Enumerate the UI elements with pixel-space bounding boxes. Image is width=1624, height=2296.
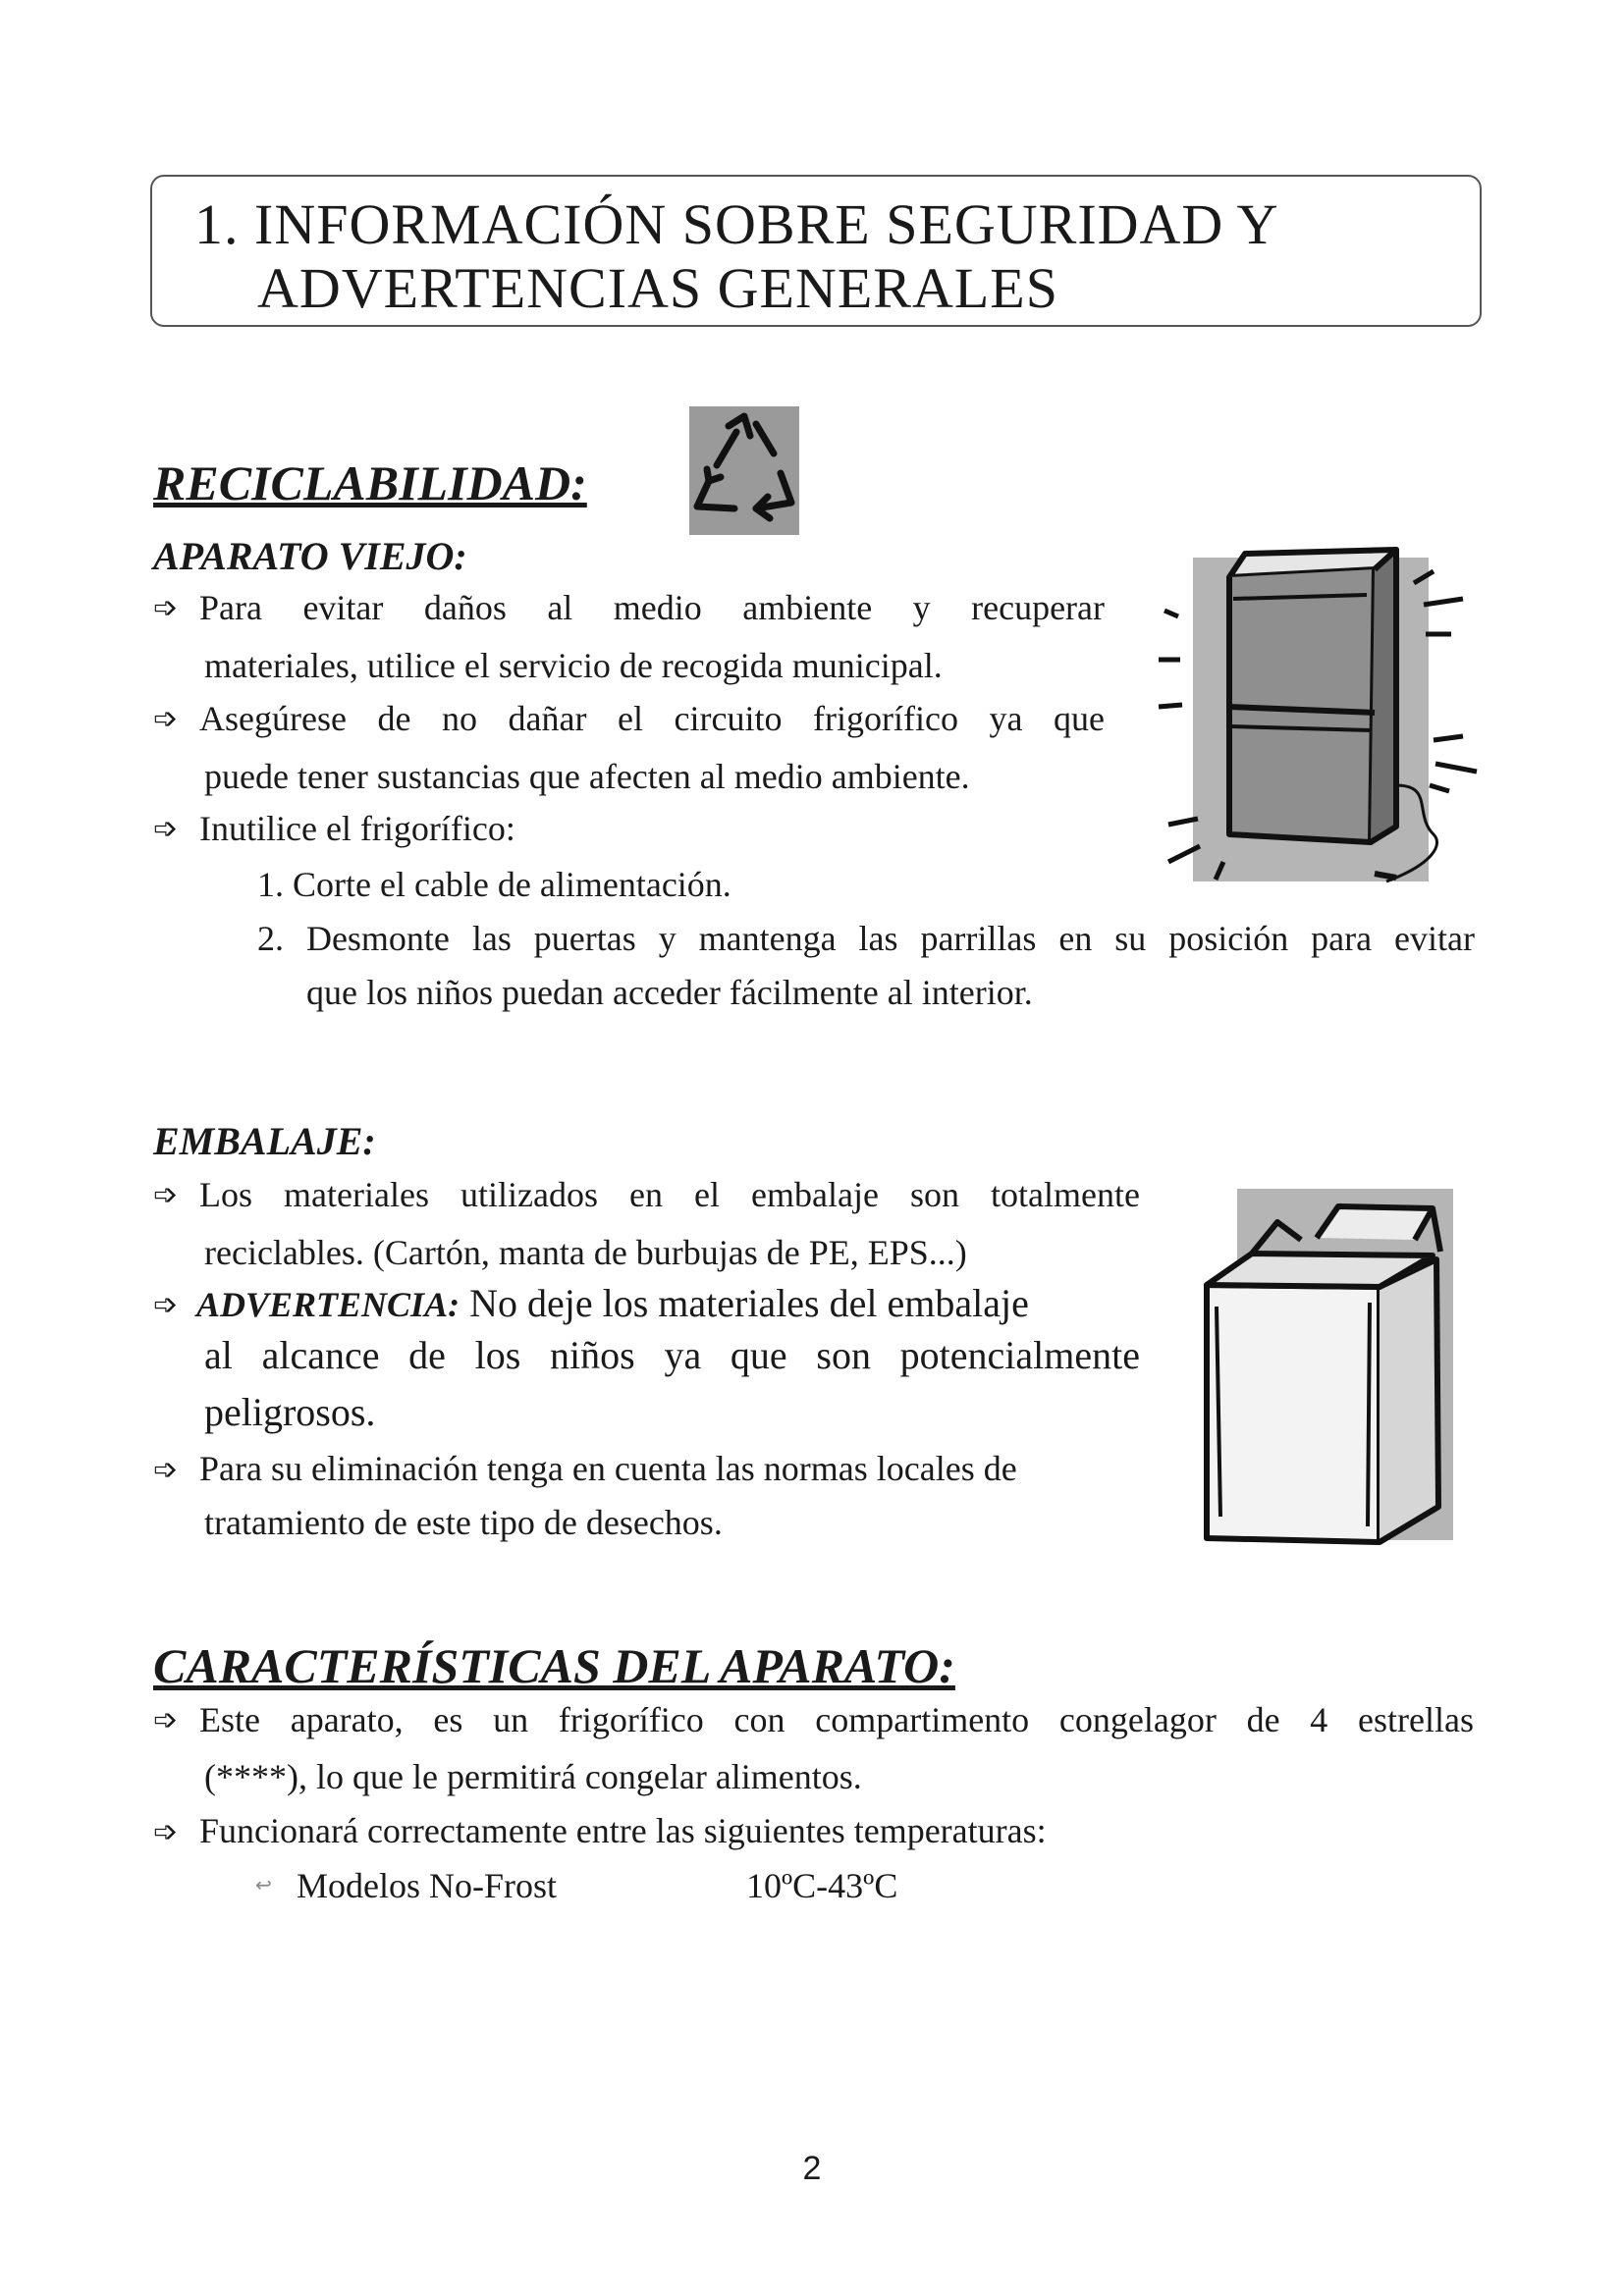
item-line: (****), lo que le permitirá congelar alimentos. — [204, 1757, 862, 1796]
item-line: al alcance de los niños ya que son potencialmente — [204, 1333, 1140, 1377]
warning-line-1 — [196, 1276, 1029, 1332]
recycle-icon — [687, 404, 801, 537]
item-line: Los materiales utilizados en el embalaje son totalmente — [199, 1175, 1140, 1214]
title-line-1: 1. INFORMACIÓN SOBRE SEGURIDAD Y — [194, 192, 1279, 256]
step-2-cont: que los niños puedan acceder fácilmente al interior. — [306, 973, 1033, 1012]
warning-line-2 — [204, 1328, 1140, 1383]
small-bullet-icon: ↩ — [255, 1873, 272, 1896]
old-appliance-heading: APARATO VIEJO: — [153, 534, 467, 578]
item-line: Este aparato, es un frigorífico con compartimento congelagor de 4 estrellas — [199, 1700, 1474, 1739]
arrow-right-icon: ➩ — [153, 1178, 179, 1212]
page-number: 2 — [802, 2150, 822, 2187]
item-line: Asegúrese de no dañar el circuito frigorífico ya que — [199, 699, 1105, 738]
features-item-1 — [199, 1693, 1474, 1747]
arrow-right-icon: ➩ — [153, 702, 179, 736]
arrow-right-icon: ➩ — [153, 1703, 179, 1737]
item-line: materiales, utilice el servicio de recogida municipal. — [204, 646, 943, 685]
old-appliance-item-3: Inutilice el frigorífico: — [199, 809, 515, 848]
features-item-2: Funcionará correctamente entre las siguientes temperaturas: — [199, 1811, 1047, 1850]
arrow-right-icon: ➩ — [153, 812, 179, 846]
arrow-right-icon: ➩ — [153, 591, 179, 625]
step-2: 2. Desmonte las puertas y mantenga las parrillas en su posición para evitar — [257, 919, 1475, 958]
item-line: Para evitar daños al medio ambiente y recuperar — [199, 588, 1105, 627]
old-appliance-item-1 — [199, 581, 1105, 635]
model-temperature-range: 10ºC-43ºC — [746, 1866, 898, 1905]
warning-line-3: peligrosos. — [204, 1390, 376, 1434]
features-heading: CARACTERÍSTICAS DEL APARATO: — [153, 1638, 955, 1693]
recyclability-heading: RECICLABILIDAD: — [153, 455, 587, 510]
arrow-right-icon: ➩ — [153, 1815, 179, 1849]
item-line: puede tener sustancias que afecten al medio ambiente. — [204, 757, 970, 796]
fridge-illustration — [1139, 540, 1492, 893]
arrow-right-icon: ➩ — [153, 1288, 179, 1322]
arrow-right-icon: ➩ — [153, 1453, 179, 1487]
packaging-item-3: Para su eliminación tenga en cuenta las normas locales de — [199, 1449, 1017, 1488]
step-1: 1. Corte el cable de alimentación. — [257, 865, 731, 904]
item-line: reciclables. (Cartón, manta de burbujas de PE, EPS...) — [204, 1233, 967, 1272]
item-line: tratamiento de este tipo de desechos. — [204, 1503, 723, 1542]
packaging-heading: EMBALAJE: — [153, 1119, 376, 1163]
old-appliance-item-2 — [199, 692, 1105, 746]
model-name: Modelos No-Frost — [297, 1866, 558, 1905]
title-line-2: ADVERTENCIAS GENERALES — [257, 256, 1058, 320]
warning-text: No deje los materiales del embalaje — [460, 1281, 1029, 1325]
box-illustration — [1193, 1183, 1468, 1556]
warning-label: ADVERTENCIA: — [196, 1285, 460, 1324]
packaging-item-1 — [199, 1168, 1140, 1222]
